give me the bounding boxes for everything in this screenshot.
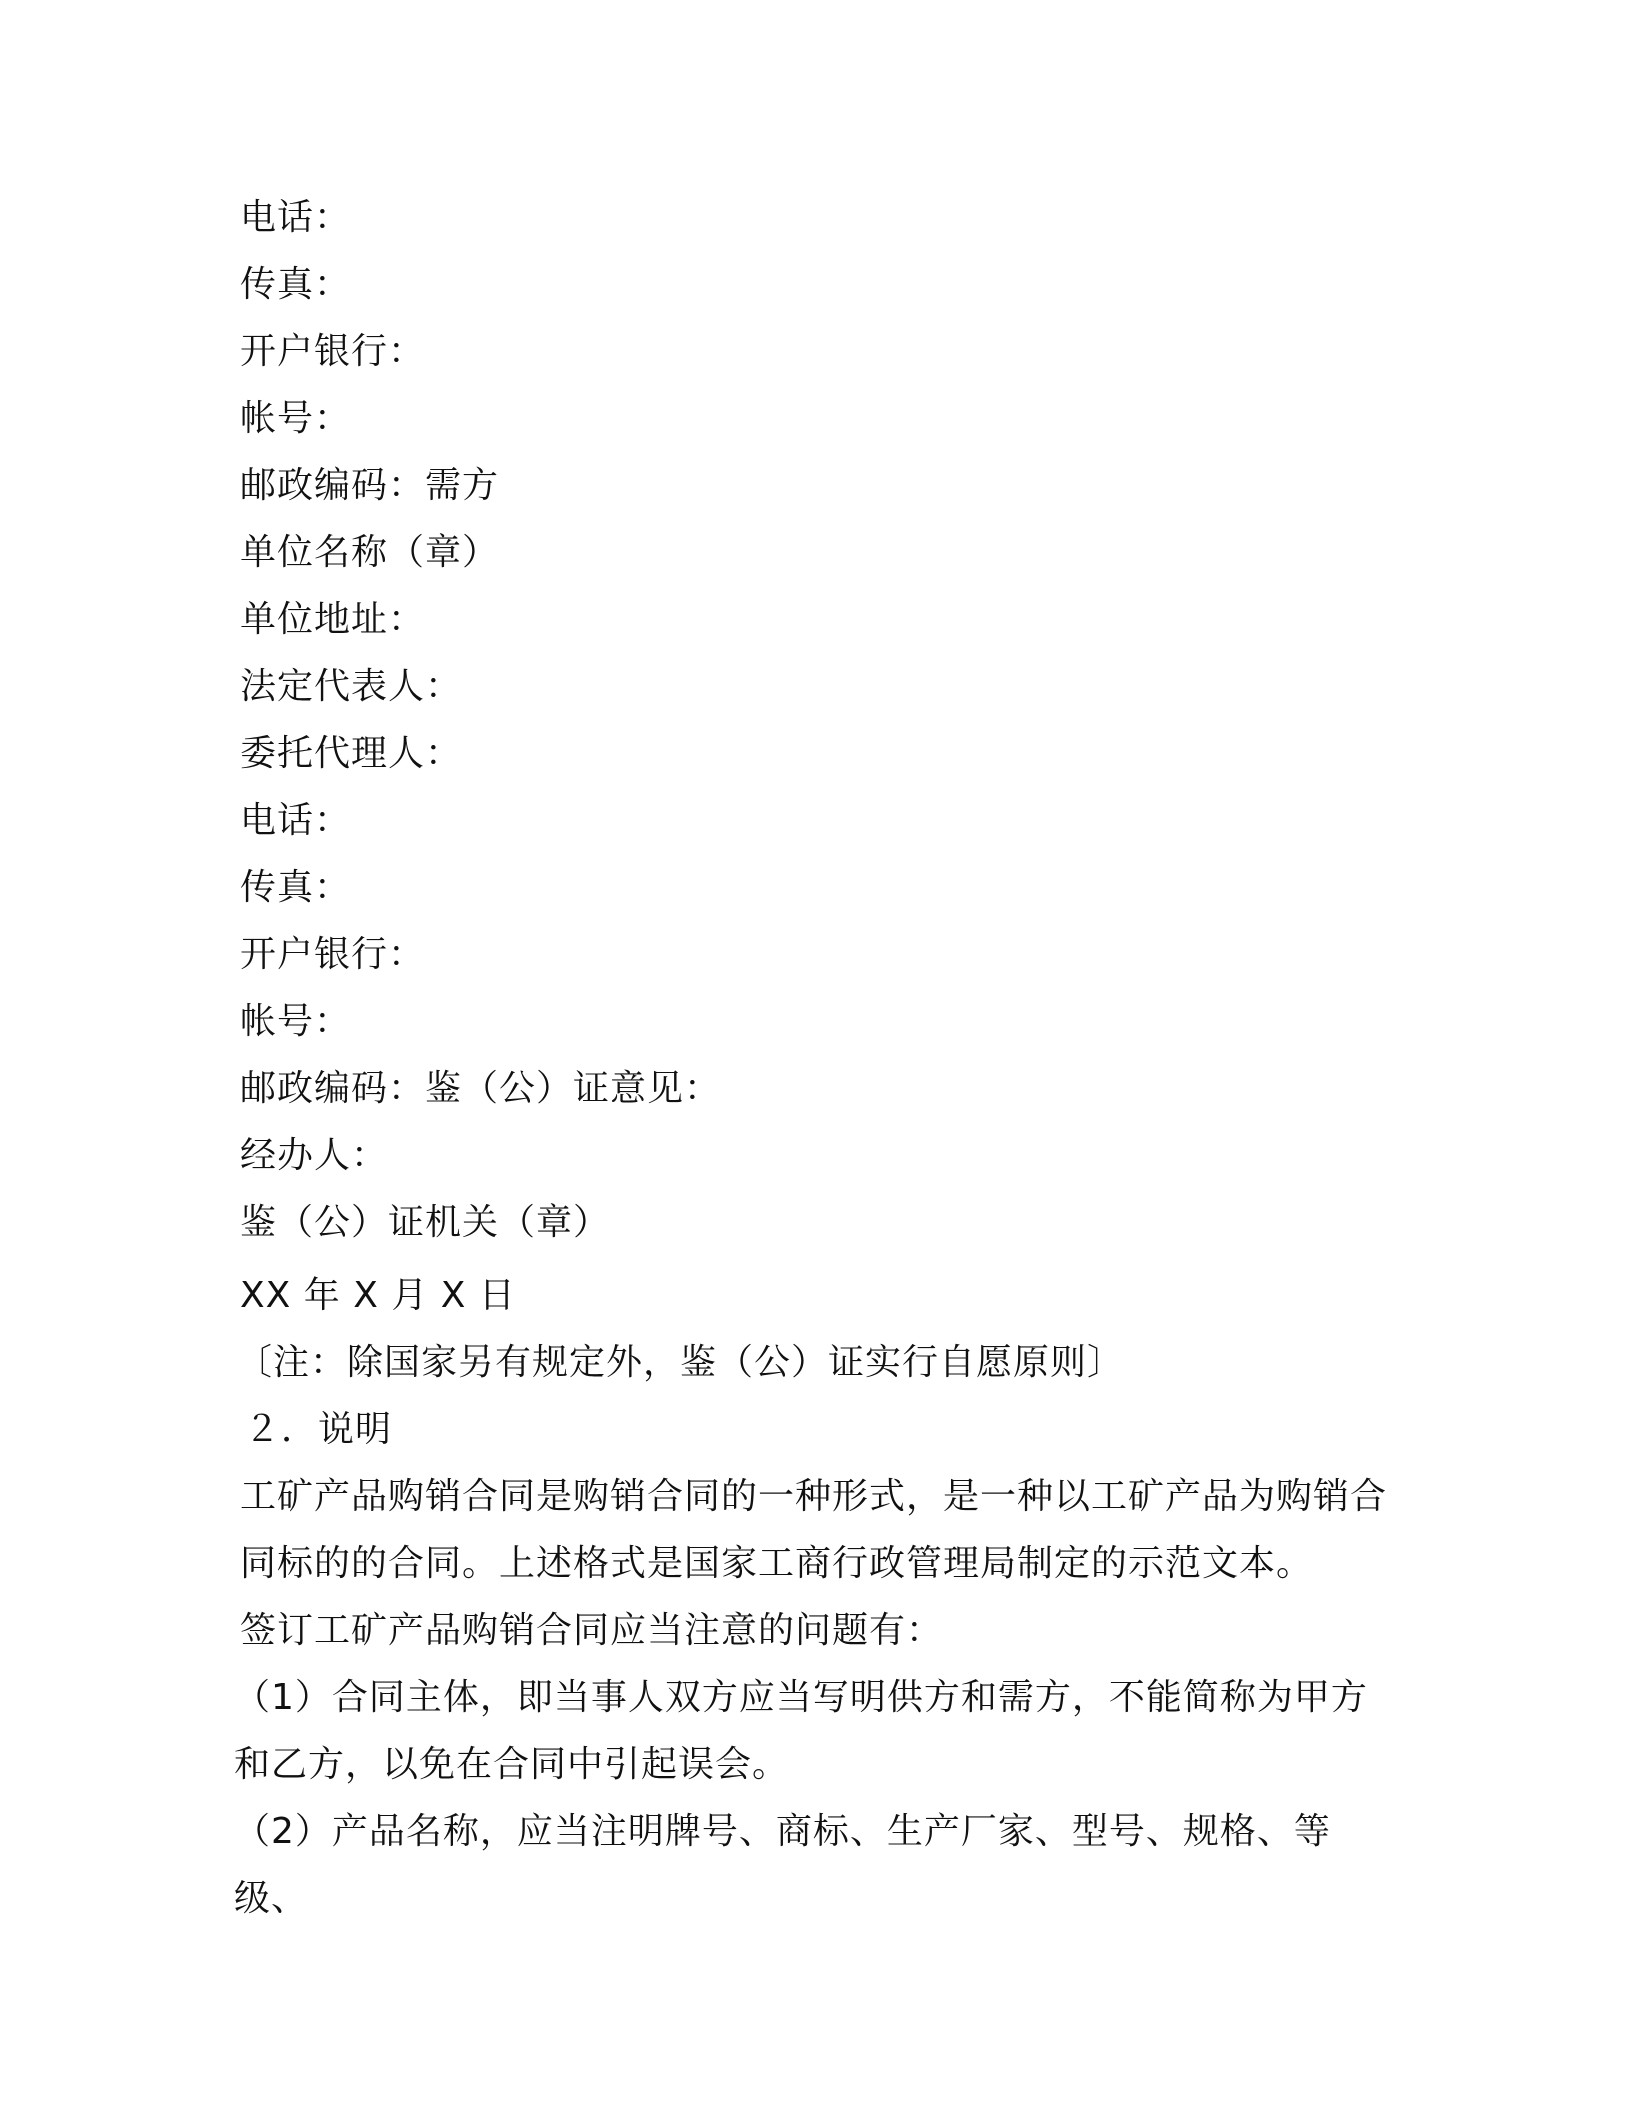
supplier-postcode-buyer-label: 邮政编码：需方 <box>240 465 500 506</box>
supplier-fax: 传真： <box>240 264 352 305</box>
buyer-fax: 传真： <box>240 867 352 908</box>
explanation-paragraph-1: 工矿产品购销合同是购销合同的一种形式，是一种以工矿产品为购销合同标的的合同。上述格式是国家工商行政管理局制定的示范文本。 <box>240 1476 1388 1584</box>
buyer-account: 帐号： <box>240 1001 352 1042</box>
buyer-unit-name: 单位名称（章） <box>240 532 500 573</box>
explanation-heading: ２．说明 <box>244 1409 393 1450</box>
explanation-item-1: （1）合同主体，即当事人双方应当写明供方和需方，不能简称为甲方和乙方，以免在合同中引起误会。 <box>234 1677 1368 1785</box>
buyer-postcode-notary-label: 邮政编码：鉴（公）证意见： <box>240 1068 722 1109</box>
explanation-paragraph-2: 签订工矿产品购销合同应当注意的问题有： <box>240 1610 944 1651</box>
supplier-account: 帐号： <box>240 398 352 439</box>
buyer-unit-address: 单位地址： <box>240 599 426 640</box>
buyer-agent: 委托代理人： <box>240 733 463 774</box>
supplier-phone: 电话： <box>240 197 352 238</box>
explanation-item-2: （2）产品名称，应当注明牌号、商标、生产厂家、型号、规格、等级、 <box>234 1811 1331 1919</box>
buyer-legal-rep: 法定代表人： <box>240 666 463 707</box>
notary-office-seal: 鉴（公）证机关（章） <box>240 1202 611 1243</box>
buyer-phone: 电话： <box>240 800 352 841</box>
notary-handler: 经办人： <box>240 1135 389 1176</box>
buyer-bank: 开户银行： <box>240 934 426 975</box>
supplier-bank: 开户银行： <box>240 331 426 372</box>
document-body <box>234 184 1400 1932</box>
notary-date: XX 年 X 月 X 日 <box>240 1275 516 1316</box>
notary-note: 〔注：除国家另有规定外，鉴（公）证实行自愿原则〕 <box>236 1342 1125 1383</box>
